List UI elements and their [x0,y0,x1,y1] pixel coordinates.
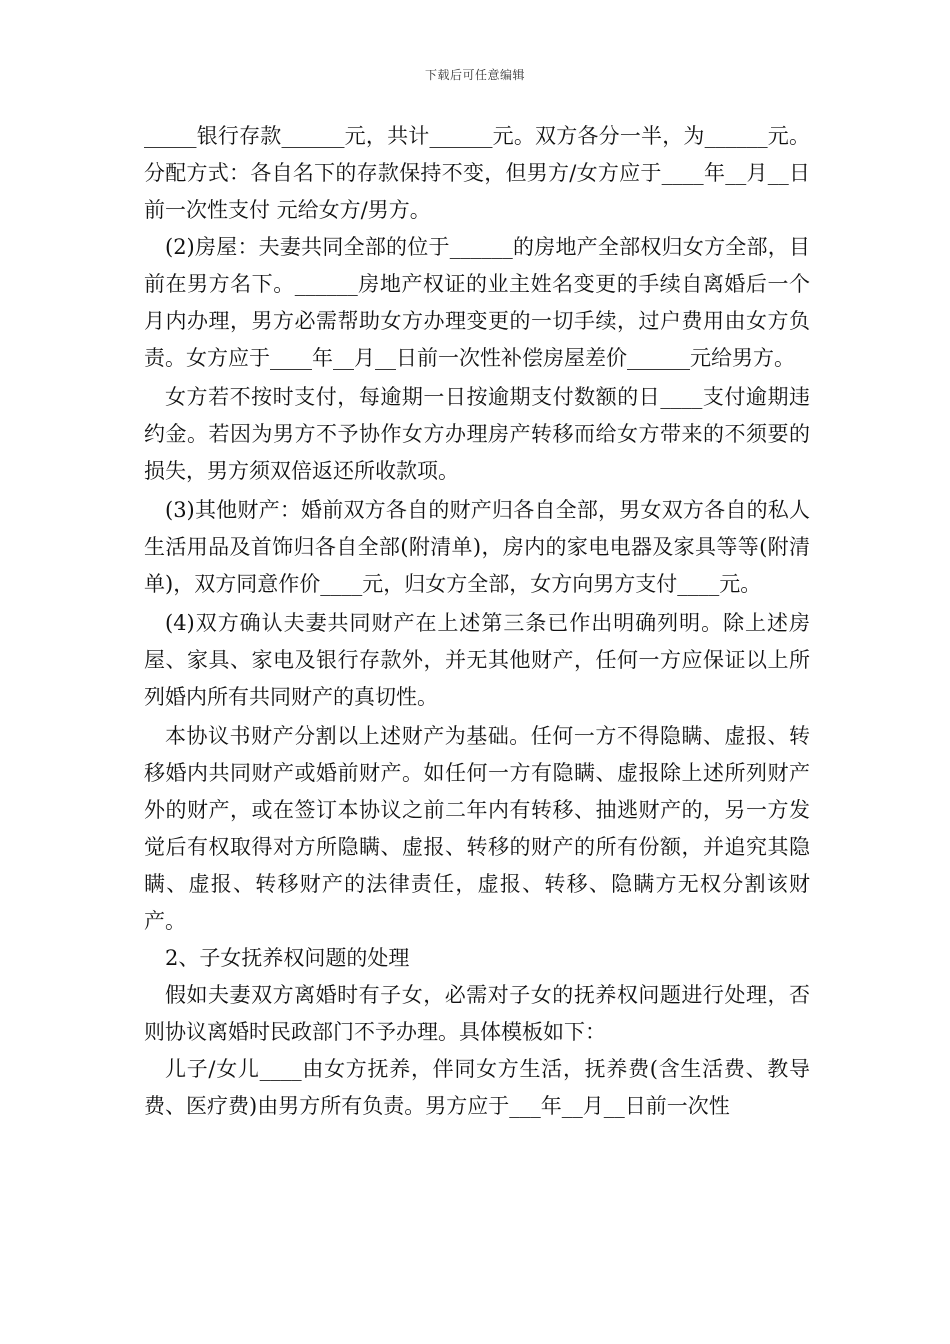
document-body [144,118,810,1125]
paragraph-late-payment: 女方若不按时支付，每逾期一日按逾期支付数额的日____支付逾期违约金。若因为男方不予协作女方办理房产转移而给女方带来的不须要的损失，男方须双倍返还所收款项。 [144,385,810,483]
paragraph-child-custody-intro: 假如夫妻双方离婚时有子女，必需对子女的抚养权问题进行处理，否则协议离婚时民政部门不予办理。具体模板如下： [144,983,810,1044]
paragraph-child-support: 儿子/女儿____由女方抚养，伴同女方生活，抚养费(含生活费、教导费、医疗费)由男方所有负责。男方应于___年__月__日前一次性 [144,1057,810,1118]
paragraph-house: (2)房屋：夫妻共同全部的位于______的房地产全部权归女方全部，目前在男方名下。______房地产权证的业主姓名变更的手续自离婚后一个月内办理，男方必需帮助女方办理变更的一切手续，过户费用由女方负责。女方应于____年__月__日前一次性补偿房屋差价______元给男方。 [144,235,810,370]
page-header: 下载后可任意编辑 [424,68,525,82]
paragraph-bank-deposit: _____银行存款______元，共计______元。双方各分一半，为______元。分配方式：各自名下的存款保持不变，但男方/女方应于____年__月__日前一次性支付 元给女方/男方。 [144,124,810,222]
section-heading-child-custody: 2、子女抚养权问题的处理 [165,946,410,970]
paragraph-other-property: (3)其他财产：婚前双方各自的财产归各自全部，男女双方各自的私人生活用品及首饰归各自全部(附清单)，房内的家电电器及家具等等(附清单)，双方同意作价____元，归女方全部，女方向男方支付____元。 [144,498,810,596]
paragraph-property-basis: 本协议书财产分割以上述财产为基础。任何一方不得隐瞒、虚报、转移婚内共同财产或婚前财产。如任何一方有隐瞒、虚报除上述所列财产外的财产，或在签订本协议之前二年内有转移、抽逃财产的，另一方发觉后有权取得对方所隐瞒、虚报、转移的财产的所有份额，并追究其隐瞒、虚报、转移财产的法律责任，虚报、转移、隐瞒方无权分割该财产。 [144,724,810,933]
paragraph-confirmation: (4)双方确认夫妻共同财产在上述第三条已作出明确列明。除上述房屋、家具、家电及银行存款外，并无其他财产，任何一方应保证以上所列婚内所有共同财产的真切性。 [144,611,810,709]
